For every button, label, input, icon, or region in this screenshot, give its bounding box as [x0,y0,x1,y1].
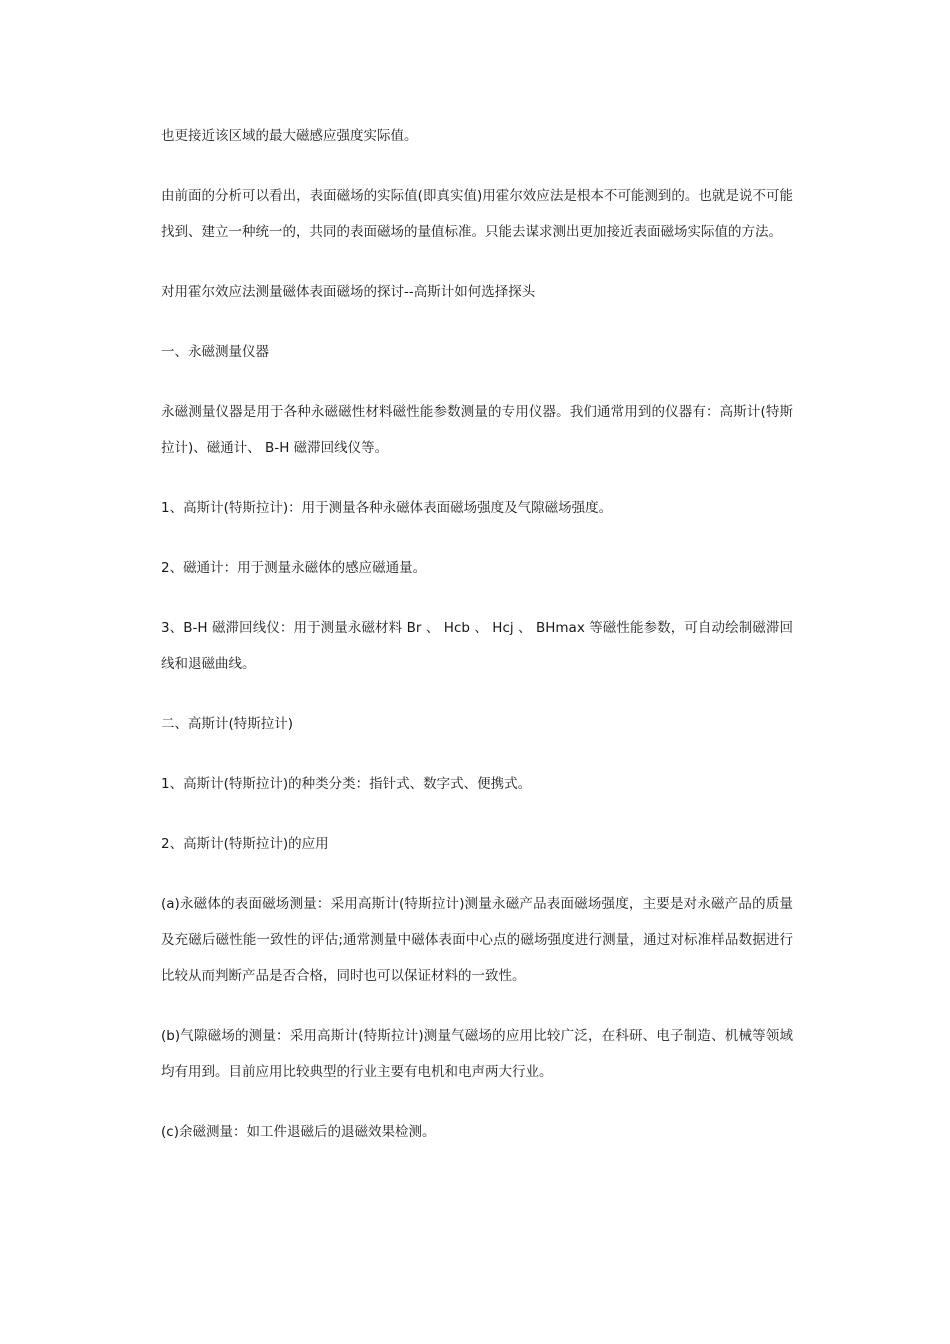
list-item-3: 3、B-H 磁滞回线仪：用于测量永磁材料 Br 、 Hcb 、 Hcj 、 BHmax 等磁性能参数，可自动绘制磁滞回线和退磁曲线。 [161,620,793,672]
list-item-1: 1、高斯计(特斯拉计)：用于测量各种永磁体表面磁场强度及气隙磁场强度。 [161,500,613,516]
section-title: 对用霍尔效应法测量磁体表面磁场的探讨--高斯计如何选择探头 [161,284,536,300]
document-page [161,118,793,1150]
paragraph-3: 永磁测量仪器是用于各种永磁磁性材料磁性能参数测量的专用仪器。我们通常用到的仪器有：高斯计(特斯拉计)、磁通计、 B-H 磁滞回线仪等。 [161,404,793,456]
heading-2: 二、高斯计(特斯拉计) [161,716,294,732]
list-item-5: 2、高斯计(特斯拉计)的应用 [161,836,329,852]
application-a: (a)永磁体的表面磁场测量：采用高斯计(特斯拉计)测量永磁产品表面磁场强度，主要是对永磁产品的质量及充磁后磁性能一致性的评估;通常测量中磁体表面中心点的磁场强度进行测量，通过对标准样品数据进行比较从而判断产品是否合格，同时也可以保证材料的一致性。 [161,896,793,984]
application-b: (b)气隙磁场的测量：采用高斯计(特斯拉计)测量气磁场的应用比较广泛，在科研、电子制造、机械等领域均有用到。目前应用比较典型的行业主要有电机和电声两大行业。 [161,1028,793,1080]
application-c: (c)余磁测量：如工件退磁后的退磁效果检测。 [161,1124,436,1140]
paragraph-1: 也更接近该区域的最大磁感应强度实际值。 [161,128,418,144]
paragraph-2: 由前面的分析可以看出，表面磁场的实际值(即真实值)用霍尔效应法是根本不可能测到的。也就是说不可能找到、建立一种统一的，共同的表面磁场的量值标准。只能去谋求测出更加接近表面磁场实际值的方法。 [161,188,793,240]
heading-1: 一、永磁测量仪器 [161,344,269,360]
list-item-4: 1、高斯计(特斯拉计)的种类分类：指针式、数字式、便携式。 [161,776,532,792]
list-item-2: 2、磁通计：用于测量永磁体的感应磁通量。 [161,560,427,576]
